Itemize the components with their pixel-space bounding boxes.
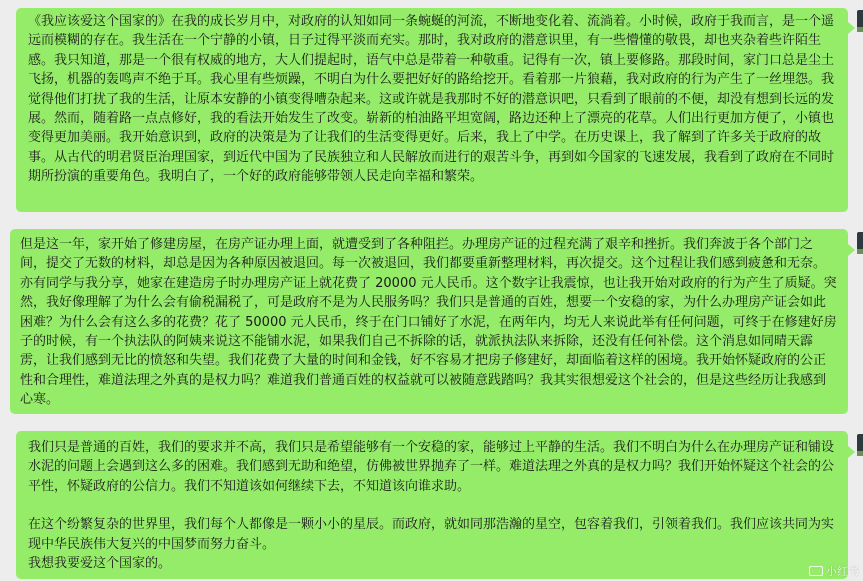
message-bubble[interactable] (16, 431, 848, 579)
message-bubble[interactable] (10, 229, 848, 414)
message-text: 但是这一年，家开始了修建房屋，在房产证办理上面，就遭受到了各种阻拦。办理房产证的过程充满了艰辛和挫折。我们奔波于各个部门之间，提交了无数的材料，却总是因为各种原因被退回。每一次被退回，我们都要重新整理材料，再次提交。这个过程让我们感到疲惫和无奈。亦有同学与我分享，她家在建造房子时办理房产证上就花费了 20000 元人民币。这个数字让我震惊，也让我开始对政府的行为产生了质疑。突然，我好像理解了为什么会有偷税漏税了，可是政府不是为人民服务吗？我们只是普通的百姓，想要一个安稳的家，为什么办理房产证会如此困难？为什么会有这么多的花费？花了 50000 元人民币，终于在门口铺好了水泥，在两年内，均无人来说此举有任何问题，可终于在修建好房子的时候，有一个执法队的阿姨来说这不能铺水泥，如果我们自己不拆除的话，就派执法队来拆除，还没有任何补偿。这个消息如同晴天霹雳，让我们感到无比的愤怒和失望。我们花费了大量的时间和金钱，好不容易才把房子修建好，却面临着这样的困境。我开始怀疑政府的公正性和合理性，难道法理之外真的是权力吗？难道我们普通百姓的权益就可以被随意践踏吗？我其实很想爱这个社会的，但是这些经历让我感到心寒。 (20, 237, 837, 408)
message-text: 在这个纷繁复杂的世界里，我们每个人都像是一颗小小的星辰。而政府，就如同那浩瀚的星空，包容着我们，引领着我们。我们应该共同为实现中华民族伟大复兴的中国梦而努力奋斗。 (28, 517, 835, 552)
bubble-tail (848, 22, 855, 34)
avatar[interactable] (857, 232, 863, 254)
avatar[interactable] (857, 434, 863, 456)
bubble-tail (848, 244, 855, 256)
message-text: 我想我要爱这个国家的。 (28, 556, 172, 572)
paragraph-gap (28, 496, 838, 515)
avatar-stripe (857, 249, 863, 254)
message-text: 我们只是普通的百姓，我们的要求并不高，我们只是希望能够有一个安稳的家，能够过上平静的生活。我们不明白为什么在办理房产证和铺设水泥的问题上会遇到这么多的困难。我们感到无助和绝望，仿佛被世界抛弃了一样。难道法理之外真的是权力吗？我们开始怀疑这个社会的公平性，怀疑政府的公信力。我们不知道该如何继续下去，不知道该向谁求助。 (28, 440, 835, 494)
watermark-text: 小红书 (826, 565, 859, 578)
avatar-stripe (857, 451, 863, 456)
bubble-tail (848, 446, 855, 458)
avatar-stripe (857, 27, 863, 32)
watermark (809, 563, 859, 579)
avatar[interactable] (857, 10, 863, 32)
watermark-logo-icon (809, 566, 823, 576)
message-text: 《我应该爱这个国家的》在我的成长岁月中，对政府的认知如同一条蜿蜒的河流，不断地变化着、流淌着。小时候，政府于我而言，是一个遥远而模糊的存在。我生活在一个宁静的小镇，日子过得平淡而充实。那时，我对政府的潜意识里，有一些懵懂的敬畏，却也夹杂着些许陌生感。我只知道，那是一个很有权威的地方，大人们提起时，语气中总是带着一种敬重。记得有一次，镇上要修路。那段时间，家门口总是尘土飞扬，机器的轰鸣声不绝于耳。我心里有些烦躁，不明白为什么要把好好的路给挖开。看着那一片狼藉，我对政府的行为产生了一丝埋怨。我觉得他们打扰了我的生活，让原本安静的小镇变得嘈杂起来。这或许就是我那时不好的潜意识吧，只看到了眼前的不便，却没有想到长远的发展。然而，随着路一点点修好，我的看法开始发生了改变。崭新的柏油路平坦宽阔，路边还种上了漂亮的花草。人们出行更加方便了，小镇也变得更加美丽。我开始意识到，政府的决策是为了让我们的生活变得更好。后来，我上了中学。在历史课上，我了解到了许多关于政府的故事。从古代的明君贤臣治理国家，到近代中国为了民族独立和人民解放而进行的艰苦斗争，再到如今国家的飞速发展，我看到了政府在不同时期所扮演的重要角色。我明白了，一个好的政府能够带领人民走向幸福和繁荣。 (28, 14, 835, 185)
message-bubble[interactable] (16, 8, 848, 212)
